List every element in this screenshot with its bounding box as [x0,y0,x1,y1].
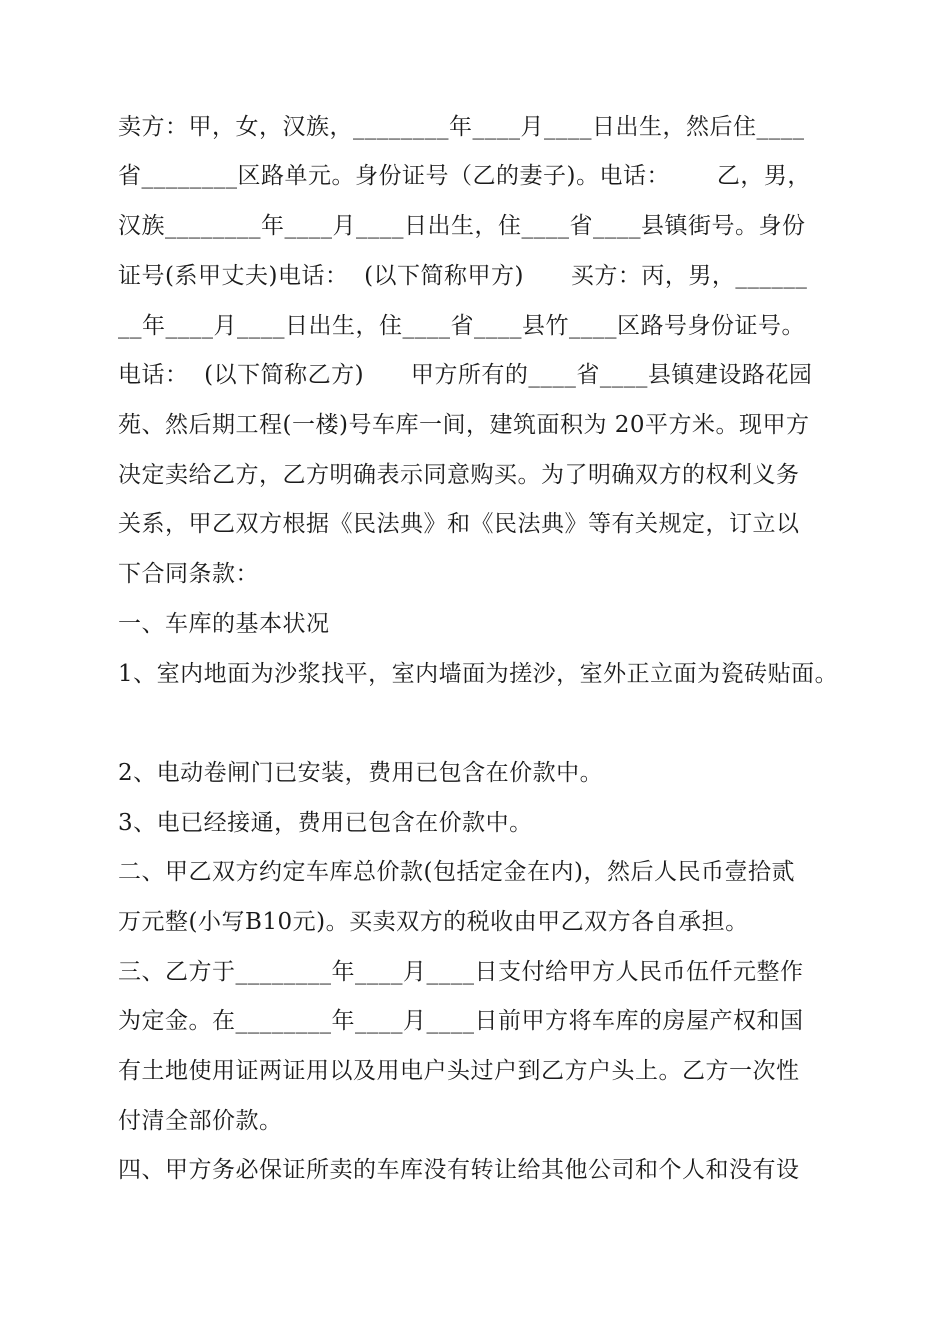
text-line: 1、室内地面为沙浆找平，室内墙面为搓沙，室外正立面为瓷砖贴面。 [118,661,839,687]
text-line: 卖方：甲，女，汉族，________年____月____日出生，然后住____ [118,114,805,140]
text-line: 苑、然后期工程(一楼)号车库一间，建筑面积为 20平方米。现甲方 [118,412,810,438]
text-line: 2、电动卷闸门已安装，费用已包含在价款中。 [118,760,604,786]
text-line: 下合同条款： [118,561,259,587]
section-heading: 一、车库的基本状况 [118,611,330,637]
text-line: 为定金。在________年____月____日前甲方将车库的房屋产权和国 [118,1008,804,1034]
text-line: 省________区路单元。身份证号（乙的妻子)。电话： 乙，男， [118,163,811,189]
text-line: 四、甲方务必保证所卖的车库没有转让给其他公司和个人和没有设 [118,1157,800,1183]
text-line: 付清全部价款。 [118,1108,283,1134]
text-line: 三、乙方于________年____月____日支付给甲方人民币伍仟元整作 [118,959,804,985]
text-line: 关系，甲乙双方根据《民法典》和《民法典》等有关规定，订立以 [118,511,800,537]
text-line: __年____月____日出生，住____省____县竹____区路号身份证号。 [118,313,805,339]
text-line: 电话： (以下简称乙方) 甲方所有的____省____县镇建设路花园 [118,362,813,388]
text-line: 有土地使用证两证用以及用电户头过户到乙方户头上。乙方一次性 [118,1058,800,1084]
text-line: 证号(系甲丈夫)电话： (以下简称甲方) 买方：丙，男，______ [118,263,808,289]
text-line: 3、电已经接通，费用已包含在价款中。 [118,810,533,836]
text-line: 万元整(小写B10元)。买卖双方的税收由甲乙双方各自承担。 [118,909,749,935]
text-line: 决定卖给乙方，乙方明确表示同意购买。为了明确双方的权利义务 [118,462,800,488]
text-line: 汉族________年____月____日出生，住____省____县镇街号。身份 [118,213,806,239]
text-line: 二、甲乙双方约定车库总价款(包括定金在内)，然后人民币壹拾贰 [118,859,795,885]
